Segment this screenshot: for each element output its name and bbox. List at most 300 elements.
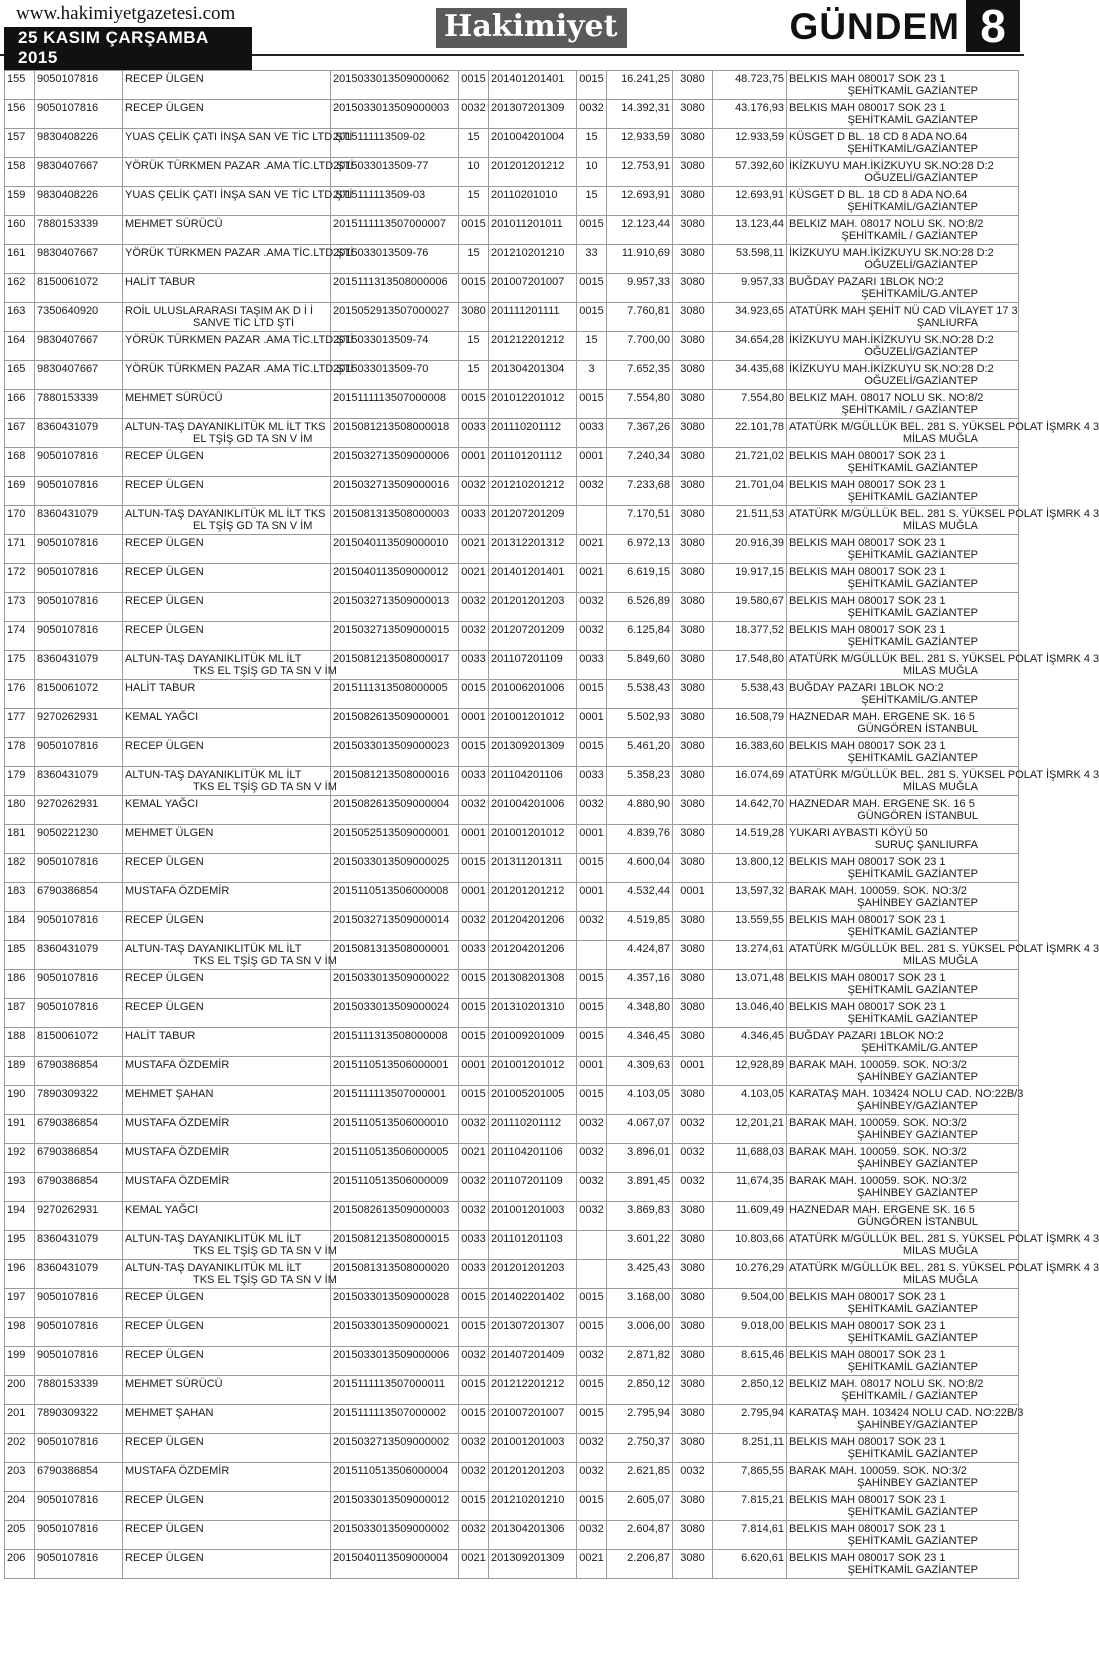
office-code: 3080 <box>673 1289 713 1318</box>
taxpayer-name-cell <box>123 680 331 709</box>
office-code: 3080 <box>673 361 713 390</box>
tax-code-2: 0015 <box>577 274 607 303</box>
principal-amount: 7.170,51 <box>607 506 673 535</box>
principal-amount: 12.753,91 <box>607 158 673 187</box>
tax-number: 9270262931 <box>35 1202 123 1231</box>
taxpayer-name: RECEP ÜLGEN <box>125 914 204 926</box>
table-row <box>5 1318 1019 1347</box>
row-number: 174 <box>5 622 35 651</box>
office-code: 0001 <box>673 883 713 912</box>
taxpayer-name-line2: EL TŞİŞ GD TA SN V İM <box>193 433 313 445</box>
tax-period: 201401201401 <box>489 564 577 593</box>
address-line1: BELKIS MAH 080017 SOK 23 1 <box>789 1552 946 1564</box>
total-amount: 2.795,94 <box>713 1405 787 1434</box>
document-number: 2015033013509000023 <box>331 738 459 767</box>
total-amount: 13,597,32 <box>713 883 787 912</box>
address-line1: BELKIZ MAH. 08017 NOLU SK. NO:8/2 <box>789 218 984 230</box>
tax-code-2: 0001 <box>577 825 607 854</box>
total-amount: 19.917,15 <box>713 564 787 593</box>
row-number: 202 <box>5 1434 35 1463</box>
principal-amount: 9.957,33 <box>607 274 673 303</box>
total-amount: 14.519,28 <box>713 825 787 854</box>
taxpayer-name: MEHMET ŞAHAN <box>125 1088 214 1100</box>
document-number: 2015110513506000009 <box>331 1173 459 1202</box>
tax-code-2: 0021 <box>577 564 607 593</box>
taxpayer-name-cell <box>123 970 331 999</box>
tax-period: 201201201203 <box>489 593 577 622</box>
tax-code-2: 15 <box>577 129 607 158</box>
office-code: 3080 <box>673 912 713 941</box>
total-amount: 2.850,12 <box>713 1376 787 1405</box>
address-line2: ŞEHİTKAMİL GAZİANTEP <box>847 984 978 996</box>
address-cell <box>787 477 1019 506</box>
table-row <box>5 941 1019 970</box>
office-code: 0032 <box>673 1144 713 1173</box>
document-number: 2015032713509000013 <box>331 593 459 622</box>
address-line1: BELKIS MAH 080017 SOK 23 1 <box>789 1523 946 1535</box>
document-number: 2015081213508000015 <box>331 1231 459 1260</box>
masthead <box>0 0 1024 67</box>
tax-number: 9050107816 <box>35 1289 123 1318</box>
taxpayer-name: RECEP ÜLGEN <box>125 479 204 491</box>
taxpayer-name-cell <box>123 1434 331 1463</box>
taxpayer-name: ALTUN-TAŞ DAYANIKLITÜK ML İLT TKS <box>125 421 326 433</box>
principal-amount: 4.357,16 <box>607 970 673 999</box>
table-row <box>5 970 1019 999</box>
address-line2: ŞEHİTKAMİL / GAZİANTEP <box>841 230 978 242</box>
total-amount: 16.508,79 <box>713 709 787 738</box>
address-line1: HAZNEDAR MAH. ERGENE SK. 16 5 <box>789 798 975 810</box>
tax-code: 0015 <box>459 1028 489 1057</box>
taxpayer-name-cell <box>123 1347 331 1376</box>
tax-code: 0021 <box>459 1144 489 1173</box>
total-amount: 12.933,59 <box>713 129 787 158</box>
total-amount: 11,688,03 <box>713 1144 787 1173</box>
tax-period: 201101201103 <box>489 1231 577 1260</box>
table-row <box>5 1492 1019 1521</box>
address-line1: BELKIS MAH 080017 SOK 23 1 <box>789 740 946 752</box>
taxpayer-name-cell <box>123 1202 331 1231</box>
tax-number: 9050107816 <box>35 1347 123 1376</box>
row-number: 166 <box>5 390 35 419</box>
tax-code-2: 0015 <box>577 999 607 1028</box>
tax-code: 0032 <box>459 1347 489 1376</box>
tax-code: 0001 <box>459 883 489 912</box>
office-code: 3080 <box>673 448 713 477</box>
taxpayer-name: RECEP ÜLGEN <box>125 624 204 636</box>
tax-period: 201104201106 <box>489 767 577 796</box>
address-line2: ŞAHİNBEY GAZİANTEP <box>857 897 978 909</box>
taxpayer-name-cell <box>123 883 331 912</box>
office-code: 3080 <box>673 1260 713 1289</box>
principal-amount: 4.424,87 <box>607 941 673 970</box>
taxpayer-name-cell <box>123 303 331 332</box>
tax-code-2: 15 <box>577 187 607 216</box>
row-number: 168 <box>5 448 35 477</box>
tax-code-2: 0001 <box>577 883 607 912</box>
taxpayer-name: ALTUN-TAŞ DAYANIKLITÜK ML İLT <box>125 1262 302 1274</box>
tax-code: 0033 <box>459 506 489 535</box>
address-line2: ŞEHİTKAMİL GAZİANTEP <box>847 549 978 561</box>
tax-code: 0033 <box>459 419 489 448</box>
table-row <box>5 738 1019 767</box>
table-row <box>5 390 1019 419</box>
newspaper-logo: Hakimiyet <box>436 8 627 48</box>
principal-amount: 2.605,07 <box>607 1492 673 1521</box>
address-cell <box>787 1463 1019 1492</box>
table-row <box>5 622 1019 651</box>
total-amount: 11.609,49 <box>713 1202 787 1231</box>
tax-period: 201401201401 <box>489 71 577 100</box>
taxpayer-name: RECEP ÜLGEN <box>125 740 204 752</box>
address-cell <box>787 332 1019 361</box>
tax-number: 6790386854 <box>35 1057 123 1086</box>
address-cell <box>787 1086 1024 1115</box>
taxpayer-name-cell <box>123 825 331 854</box>
tax-code-2: 0032 <box>577 1347 607 1376</box>
tax-code: 0032 <box>459 912 489 941</box>
document-number: 2015081213508000016 <box>331 767 459 796</box>
taxpayer-name: RECEP ÜLGEN <box>125 1523 204 1535</box>
address-cell <box>787 506 1099 535</box>
principal-amount: 5.538,43 <box>607 680 673 709</box>
tax-number: 6790386854 <box>35 1463 123 1492</box>
taxpayer-name-cell <box>123 941 337 970</box>
total-amount: 43.176,93 <box>713 100 787 129</box>
tax-period: 201104201106 <box>489 1144 577 1173</box>
address-line2: SURUÇ ŞANLIURFA <box>874 839 978 851</box>
taxpayer-name: HALİT TABUR <box>125 682 196 694</box>
office-code: 3080 <box>673 71 713 100</box>
table-row <box>5 1144 1019 1173</box>
document-number: 2015111113509-03 <box>331 187 459 216</box>
tax-code: 0015 <box>459 738 489 767</box>
total-amount: 11,674,35 <box>713 1173 787 1202</box>
document-number: 2015032713509000015 <box>331 622 459 651</box>
tax-period: 201001201003 <box>489 1434 577 1463</box>
table-row <box>5 1550 1019 1579</box>
table-row <box>5 1231 1019 1260</box>
tax-number: 8360431079 <box>35 941 123 970</box>
address-line2: ŞAHİNBEY GAZİANTEP <box>857 1158 978 1170</box>
principal-amount: 7.240,34 <box>607 448 673 477</box>
taxpayer-name-cell <box>123 332 354 361</box>
tax-number: 9050221230 <box>35 825 123 854</box>
page-number: 8 <box>966 0 1020 52</box>
taxpayer-name-cell <box>123 564 331 593</box>
office-code: 3080 <box>673 303 713 332</box>
document-number: 2015082613509000001 <box>331 709 459 738</box>
address-cell <box>787 1231 1099 1260</box>
taxpayer-name-cell <box>123 912 331 941</box>
address-line1: BELKIS MAH 080017 SOK 23 1 <box>789 972 946 984</box>
tax-code-2: 0032 <box>577 1463 607 1492</box>
office-code: 3080 <box>673 1202 713 1231</box>
document-number: 2015111113507000008 <box>331 390 459 419</box>
taxpayer-name-cell <box>123 71 331 100</box>
total-amount: 21.701,04 <box>713 477 787 506</box>
address-line2: ŞEHİTKAMİL/G.ANTEP <box>861 1042 978 1054</box>
tax-period: 201212201212 <box>489 332 577 361</box>
office-code: 3080 <box>673 332 713 361</box>
address-line1: KÜSGET D BL. 18 CD 8 ADA NO.64 <box>789 131 968 143</box>
table-row <box>5 1260 1019 1289</box>
address-line1: BARAK MAH. 100059. SOK. NO:3/2 <box>789 1175 967 1187</box>
tax-code: 0033 <box>459 1231 489 1260</box>
total-amount: 21.721,02 <box>713 448 787 477</box>
address-line2: ŞAHİNBEY/GAZİANTEP <box>856 1419 978 1431</box>
tax-number: 9050107816 <box>35 1521 123 1550</box>
tax-period: 201004201006 <box>489 796 577 825</box>
document-number: 2015110513506000010 <box>331 1115 459 1144</box>
tax-code: 0032 <box>459 622 489 651</box>
table-row <box>5 506 1019 535</box>
tax-code: 0032 <box>459 1463 489 1492</box>
address-line1: ATATÜRK M/GÜLLÜK BEL. 281 S. YÜKSEL POLAT İŞMRK 4 3 <box>789 508 1099 520</box>
tax-period: 201006201006 <box>489 680 577 709</box>
address-line2: ŞEHİTKAMİL GAZİANTEP <box>847 491 978 503</box>
tax-number: 9050107816 <box>35 1434 123 1463</box>
taxpayer-name: RECEP ÜLGEN <box>125 1552 204 1564</box>
principal-amount: 4.532,44 <box>607 883 673 912</box>
total-amount: 16.074,69 <box>713 767 787 796</box>
tax-code: 0033 <box>459 1260 489 1289</box>
total-amount: 13.559,55 <box>713 912 787 941</box>
document-number: 2015110513506000001 <box>331 1057 459 1086</box>
principal-amount: 4.103,05 <box>607 1086 673 1115</box>
address-line1: BARAK MAH. 100059. SOK. NO:3/2 <box>789 1146 967 1158</box>
document-number: 2015033013509-77 <box>331 158 459 187</box>
document-number: 2015110513506000005 <box>331 1144 459 1173</box>
address-line2: OĞUZELİ/GAZİANTEP <box>864 375 978 387</box>
taxpayer-name: RECEP ÜLGEN <box>125 1291 204 1303</box>
tax-code-2: 0033 <box>577 419 607 448</box>
table-row <box>5 1115 1019 1144</box>
taxpayer-name-cell <box>123 216 331 245</box>
address-line2: ŞANLIURFA <box>916 317 978 329</box>
address-cell <box>787 1434 1019 1463</box>
document-number: 2015033013509000003 <box>331 100 459 129</box>
tax-period: 201204201206 <box>489 912 577 941</box>
total-amount: 13.046,40 <box>713 999 787 1028</box>
principal-amount: 4.839,76 <box>607 825 673 854</box>
address-line1: BELKIZ MAH. 08017 NOLU SK. NO:8/2 <box>789 1378 984 1390</box>
tax-code-2: 15 <box>577 332 607 361</box>
taxpayer-name-cell <box>123 1376 331 1405</box>
address-cell <box>787 535 1019 564</box>
document-number: 2015111113509-02 <box>331 129 459 158</box>
office-code: 3080 <box>673 564 713 593</box>
table-row <box>5 854 1019 883</box>
principal-amount: 5.461,20 <box>607 738 673 767</box>
tax-number: 9050107816 <box>35 593 123 622</box>
table-row <box>5 767 1019 796</box>
tax-code-2: 0015 <box>577 970 607 999</box>
office-code: 3080 <box>673 1434 713 1463</box>
total-amount: 7.814,61 <box>713 1521 787 1550</box>
tax-number: 9050107816 <box>35 1492 123 1521</box>
table-row <box>5 1463 1019 1492</box>
taxpayer-name-cell <box>123 274 331 303</box>
office-code: 0001 <box>673 1057 713 1086</box>
address-cell <box>787 100 1019 129</box>
taxpayer-name: HALİT TABUR <box>125 276 196 288</box>
address-line1: İKİZKUYU MAH.İKİZKUYU SK.NO:28 D:2 <box>789 160 994 172</box>
address-line2: GÜNGÖREN İSTANBUL <box>857 810 978 822</box>
row-number: 163 <box>5 303 35 332</box>
document-number: 2015111113507000001 <box>331 1086 459 1115</box>
address-line1: BARAK MAH. 100059. SOK. NO:3/2 <box>789 1059 967 1071</box>
tax-code-2: 0015 <box>577 303 607 332</box>
address-line2: ŞEHİTKAMİL GAZİANTEP <box>847 85 978 97</box>
principal-amount: 2.750,37 <box>607 1434 673 1463</box>
total-amount: 21.511,53 <box>713 506 787 535</box>
total-amount: 8.251,11 <box>713 1434 787 1463</box>
total-amount: 13.800,12 <box>713 854 787 883</box>
row-number: 177 <box>5 709 35 738</box>
row-number: 203 <box>5 1463 35 1492</box>
address-line1: ATATÜRK M/GÜLLÜK BEL. 281 S. YÜKSEL POLAT İŞMRK 4 3 <box>789 1262 1099 1274</box>
total-amount: 8.615,46 <box>713 1347 787 1376</box>
tax-period: 201311201311 <box>489 854 577 883</box>
tax-code: 0021 <box>459 535 489 564</box>
address-line1: ATATÜRK M/GÜLLÜK BEL. 281 S. YÜKSEL POLAT İŞMRK 4 3 <box>789 943 1099 955</box>
document-number: 2015111113507000007 <box>331 216 459 245</box>
taxpayer-name: MUSTAFA ÖZDEMİR <box>125 1059 230 1071</box>
tax-number: 9050107816 <box>35 970 123 999</box>
tax-period: 201007201007 <box>489 274 577 303</box>
principal-amount: 7.700,00 <box>607 332 673 361</box>
taxpayer-name-cell <box>123 129 353 158</box>
office-code: 3080 <box>673 1028 713 1057</box>
address-line1: BELKIS MAH 080017 SOK 23 1 <box>789 624 946 636</box>
address-cell <box>787 796 1019 825</box>
total-amount: 12.693,91 <box>713 187 787 216</box>
tax-number: 9830407667 <box>35 245 123 274</box>
tax-code-2: 0015 <box>577 738 607 767</box>
office-code: 3080 <box>673 390 713 419</box>
tax-code: 10 <box>459 158 489 187</box>
tax-number: 8150061072 <box>35 274 123 303</box>
office-code: 0032 <box>673 1173 713 1202</box>
row-number: 172 <box>5 564 35 593</box>
principal-amount: 2.871,82 <box>607 1347 673 1376</box>
table-row <box>5 274 1019 303</box>
principal-amount: 14.392,31 <box>607 100 673 129</box>
taxpayer-name-cell <box>123 1057 331 1086</box>
total-amount: 13.071,48 <box>713 970 787 999</box>
taxpayer-name-cell <box>123 158 354 187</box>
row-number: 183 <box>5 883 35 912</box>
tax-period: 201004201004 <box>489 129 577 158</box>
row-number: 165 <box>5 361 35 390</box>
document-number: 2015033013509000006 <box>331 1347 459 1376</box>
principal-amount: 3.869,83 <box>607 1202 673 1231</box>
office-code: 3080 <box>673 477 713 506</box>
address-line2: GÜNGÖREN İSTANBUL <box>857 723 978 735</box>
row-number: 156 <box>5 100 35 129</box>
tax-period: 201204201206 <box>489 941 577 970</box>
tax-code-2: 10 <box>577 158 607 187</box>
row-number: 191 <box>5 1115 35 1144</box>
taxpayer-name-cell <box>123 506 331 535</box>
section-title: GÜNDEM <box>789 6 960 47</box>
tax-code-2: 0032 <box>577 1202 607 1231</box>
address-line2: MİLAS MUĞLA <box>902 955 978 967</box>
principal-amount: 12.693,91 <box>607 187 673 216</box>
table-row <box>5 100 1019 129</box>
taxpayer-name: MEHMET ŞAHAN <box>125 1407 214 1419</box>
taxpayer-name-cell <box>123 1318 331 1347</box>
row-number: 180 <box>5 796 35 825</box>
address-line1: ATATÜRK M/GÜLLÜK BEL. 281 S. YÜKSEL POLAT İŞMRK 4 3 <box>789 769 1099 781</box>
address-cell <box>787 1550 1019 1579</box>
principal-amount: 3.896,01 <box>607 1144 673 1173</box>
principal-amount: 4.348,80 <box>607 999 673 1028</box>
address-cell <box>787 738 1019 767</box>
address-cell <box>787 1318 1019 1347</box>
address-line2: ŞEHİTKAMİL GAZİANTEP <box>847 1303 978 1315</box>
principal-amount: 3.168,00 <box>607 1289 673 1318</box>
address-line2: ŞAHİNBEY GAZİANTEP <box>857 1129 978 1141</box>
taxpayer-name-cell <box>123 1550 331 1579</box>
tax-number: 8360431079 <box>35 767 123 796</box>
address-cell <box>787 448 1019 477</box>
taxpayer-name-cell <box>123 999 331 1028</box>
tax-number: 9050107816 <box>35 71 123 100</box>
row-number: 201 <box>5 1405 35 1434</box>
tax-code-2: 0015 <box>577 1028 607 1057</box>
taxpayer-name-line2: SANVE TİC LTD ŞTİ <box>193 317 295 329</box>
tax-number: 9830408226 <box>35 129 123 158</box>
document-number: 2015032713509000006 <box>331 448 459 477</box>
tax-period: 201007201007 <box>489 1405 577 1434</box>
site-url[interactable]: www.hakimiyetgazetesi.com <box>16 3 236 24</box>
tax-number: 9830407667 <box>35 361 123 390</box>
tax-code: 0015 <box>459 1492 489 1521</box>
row-number: 186 <box>5 970 35 999</box>
tax-code-2: 0001 <box>577 1057 607 1086</box>
address-line2: ŞAHİNBEY GAZİANTEP <box>857 1071 978 1083</box>
tax-code: 0015 <box>459 1289 489 1318</box>
total-amount: 4.103,05 <box>713 1086 787 1115</box>
principal-amount: 2.795,94 <box>607 1405 673 1434</box>
row-number: 167 <box>5 419 35 448</box>
tax-code-2: 0015 <box>577 1086 607 1115</box>
tax-period: 201210201210 <box>489 245 577 274</box>
address-line2: ŞEHİTKAMİL GAZİANTEP <box>847 636 978 648</box>
address-line2: MİLAS MUĞLA <box>902 433 978 445</box>
tax-code: 0015 <box>459 970 489 999</box>
tax-code: 0015 <box>459 1318 489 1347</box>
tax-number: 8360431079 <box>35 1260 123 1289</box>
document-number: 2015052913507000027 <box>331 303 459 332</box>
tax-period: 201111201111 <box>489 303 577 332</box>
office-code: 3080 <box>673 796 713 825</box>
row-number: 161 <box>5 245 35 274</box>
address-line2: ŞEHİTKAMİL GAZİANTEP <box>847 1013 978 1025</box>
tax-number: 7350640920 <box>35 303 123 332</box>
principal-amount: 11.910,69 <box>607 245 673 274</box>
address-line2: ŞEHİTKAMİL GAZİANTEP <box>847 868 978 880</box>
tax-period: 201101201112 <box>489 448 577 477</box>
taxpayer-name-cell <box>123 535 331 564</box>
tax-code-2: 33 <box>577 245 607 274</box>
row-number: 175 <box>5 651 35 680</box>
document-number: 2015033013509000002 <box>331 1521 459 1550</box>
office-code: 3080 <box>673 419 713 448</box>
taxpayer-name-cell <box>123 100 331 129</box>
